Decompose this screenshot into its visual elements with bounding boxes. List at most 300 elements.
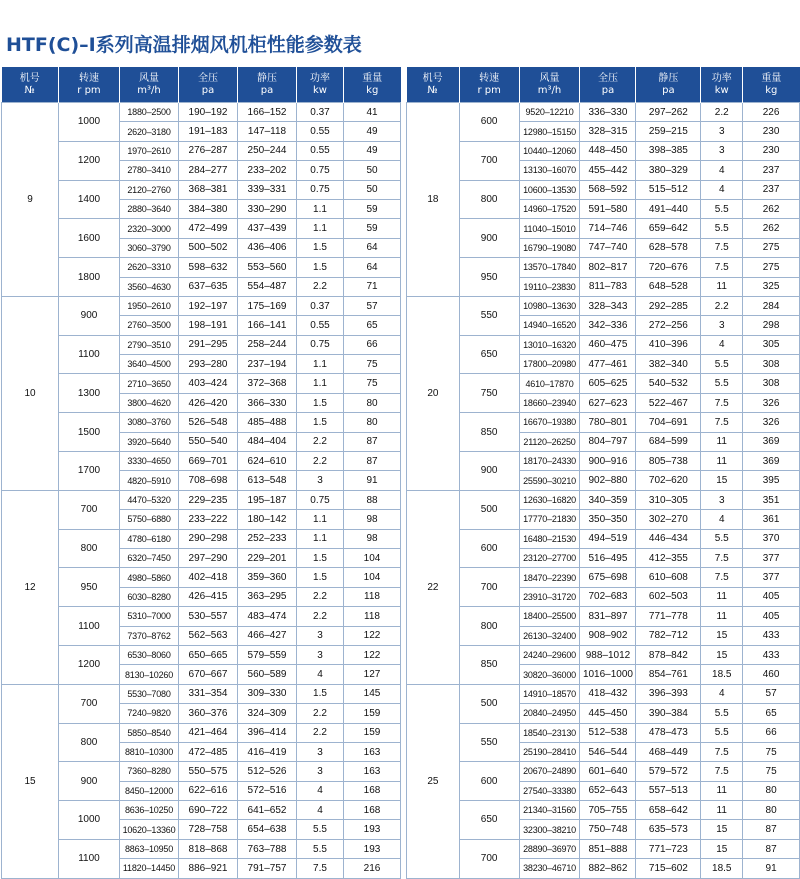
speed-cell: 850 (459, 413, 519, 452)
total-pressure-cell: 328–343 (580, 296, 636, 315)
table-row (2, 529, 401, 548)
speed-cell: 650 (459, 335, 519, 374)
weight-cell: 118 (344, 607, 401, 626)
airflow-cell: 8450–12000 (120, 781, 179, 800)
speed-cell: 900 (59, 762, 120, 801)
power-cell: 2.2 (297, 432, 344, 451)
table-row (2, 141, 401, 160)
table-row (2, 568, 401, 587)
static-pressure-cell: 854–761 (636, 665, 701, 684)
power-cell: 1.1 (297, 355, 344, 374)
static-pressure-cell: 366–330 (238, 393, 297, 412)
power-cell: 4 (701, 684, 743, 703)
airflow-cell: 20840–24950 (519, 704, 580, 723)
right-spec-table (406, 67, 800, 879)
table-row (407, 452, 800, 471)
static-pressure-cell: 372–368 (238, 374, 297, 393)
static-pressure-cell: 628–578 (636, 238, 701, 257)
table-row (407, 529, 800, 548)
weight-cell: 284 (743, 296, 800, 315)
total-pressure-cell: 598–632 (179, 258, 238, 277)
power-cell: 7.5 (701, 548, 743, 567)
power-cell: 1.5 (297, 393, 344, 412)
total-pressure-cell: 811–783 (580, 277, 636, 296)
static-pressure-cell: 166–141 (238, 316, 297, 335)
page-title: HTF(C)–I系列高温排烟风机柜性能参数表 (6, 34, 362, 56)
speed-cell: 550 (459, 296, 519, 335)
weight-cell: 405 (743, 607, 800, 626)
speed-cell: 750 (459, 374, 519, 413)
airflow-cell: 5530–7080 (120, 684, 179, 703)
power-cell: 11 (701, 607, 743, 626)
static-pressure-cell: 175–169 (238, 296, 297, 315)
power-cell: 1.1 (297, 374, 344, 393)
static-pressure-cell: 782–712 (636, 626, 701, 645)
total-pressure-cell: 284–277 (179, 161, 238, 180)
static-pressure-cell: 416–419 (238, 742, 297, 761)
power-cell: 15 (701, 471, 743, 490)
airflow-cell: 26130–32400 (519, 626, 580, 645)
static-pressure-header (238, 67, 297, 103)
table-row (407, 258, 800, 277)
header-unit: r pm (477, 84, 501, 96)
speed-cell: 1800 (59, 258, 120, 297)
airflow-cell: 2120–2760 (120, 180, 179, 199)
airflow-cell: 10620–13360 (120, 820, 179, 839)
total-pressure-cell: 233–222 (179, 510, 238, 529)
weight-cell: 159 (344, 704, 401, 723)
power-cell: 7.5 (701, 393, 743, 412)
weight-cell: 325 (743, 277, 800, 296)
speed-cell: 600 (459, 103, 519, 142)
power-cell: 11 (701, 277, 743, 296)
total-pressure-cell: 530–557 (179, 607, 238, 626)
weight-cell: 230 (743, 141, 800, 160)
static-pressure-cell: 557–513 (636, 781, 701, 800)
static-pressure-cell: 491–440 (636, 199, 701, 218)
power-cell: 11 (701, 801, 743, 820)
airflow-cell: 30820–36000 (519, 665, 580, 684)
header-label: 转速 (479, 72, 500, 84)
table-row (407, 839, 800, 858)
power-cell: 5.5 (701, 704, 743, 723)
total-pressure-cell: 360–376 (179, 704, 238, 723)
power-cell: 7.5 (701, 742, 743, 761)
table-row (407, 607, 800, 626)
header-label: 静压 (257, 72, 277, 84)
speed-cell: 800 (59, 723, 120, 762)
static-pressure-cell: 572–516 (238, 781, 297, 800)
table-row (2, 296, 401, 315)
total-pressure-cell: 418–432 (580, 684, 636, 703)
static-pressure-cell: 437–439 (238, 219, 297, 238)
power-cell: 0.75 (297, 490, 344, 509)
power-cell: 3 (297, 471, 344, 490)
static-pressure-cell: 396–393 (636, 684, 701, 703)
header-unit: pa (601, 84, 615, 96)
airflow-cell: 8636–10250 (120, 801, 179, 820)
speed-cell: 800 (459, 607, 519, 646)
total-pressure-cell: 652–643 (580, 781, 636, 800)
airflow-cell: 27540–33380 (519, 781, 580, 800)
total-pressure-cell: 750–748 (580, 820, 636, 839)
table-row (407, 723, 800, 742)
weight-cell: 64 (344, 238, 401, 257)
speed-cell: 1100 (59, 335, 120, 374)
airflow-cell: 1880–2500 (120, 103, 179, 122)
total-pressure-cell: 568–592 (580, 180, 636, 199)
static-pressure-cell: 390–384 (636, 704, 701, 723)
table-row (407, 413, 800, 432)
total-pressure-cell: 500–502 (179, 238, 238, 257)
table-row (2, 645, 401, 664)
airflow-cell: 21120–26250 (519, 432, 580, 451)
total-pressure-cell: 403–424 (179, 374, 238, 393)
power-cell: 5.5 (297, 839, 344, 858)
airflow-cell: 8130–10260 (120, 665, 179, 684)
static-pressure-cell: 180–142 (238, 510, 297, 529)
airflow-cell: 38230–46710 (519, 859, 580, 878)
power-cell: 11 (701, 452, 743, 471)
weight-cell: 361 (743, 510, 800, 529)
total-pressure-cell: 851–888 (580, 839, 636, 858)
table-header-row (2, 67, 401, 103)
speed-header (459, 67, 519, 103)
total-pressure-cell: 728–758 (179, 820, 238, 839)
airflow-cell: 4610–17870 (519, 374, 580, 393)
weight-cell: 326 (743, 413, 800, 432)
static-pressure-cell: 396–414 (238, 723, 297, 742)
weight-cell: 80 (344, 393, 401, 412)
airflow-cell: 1950–2610 (120, 296, 179, 315)
weight-cell: 57 (344, 296, 401, 315)
table-row (407, 180, 800, 199)
power-cell: 15 (701, 839, 743, 858)
static-pressure-cell: 436–406 (238, 238, 297, 257)
weight-cell: 75 (743, 762, 800, 781)
table-row (407, 141, 800, 160)
weight-cell: 369 (743, 452, 800, 471)
total-pressure-cell: 627–623 (580, 393, 636, 412)
table-row (2, 180, 401, 199)
speed-cell: 800 (59, 529, 120, 568)
static-pressure-cell: 412–355 (636, 548, 701, 567)
total-pressure-cell: 426–415 (179, 587, 238, 606)
airflow-cell: 5850–8540 (120, 723, 179, 742)
power-cell: 1.5 (297, 413, 344, 432)
speed-cell: 550 (459, 723, 519, 762)
static-pressure-cell: 237–194 (238, 355, 297, 374)
airflow-cell: 7360–8280 (120, 762, 179, 781)
total-pressure-cell: 512–538 (580, 723, 636, 742)
speed-header (59, 67, 120, 103)
weight-cell: 91 (344, 471, 401, 490)
power-cell: 7.5 (701, 238, 743, 257)
speed-cell: 1400 (59, 180, 120, 219)
static-pressure-cell: 659–642 (636, 219, 701, 238)
speed-cell: 1000 (59, 103, 120, 142)
weight-cell: 230 (743, 122, 800, 141)
airflow-cell: 16670–19380 (519, 413, 580, 432)
static-pressure-cell: 763–788 (238, 839, 297, 858)
total-pressure-cell: 191–183 (179, 122, 238, 141)
static-pressure-cell: 446–434 (636, 529, 701, 548)
static-pressure-cell: 398–385 (636, 141, 701, 160)
weight-header (743, 67, 800, 103)
airflow-cell: 18660–23940 (519, 393, 580, 412)
speed-cell: 1500 (59, 413, 120, 452)
airflow-cell: 32300–38210 (519, 820, 580, 839)
power-cell: 0.55 (297, 316, 344, 335)
power-cell: 4 (701, 335, 743, 354)
weight-cell: 326 (743, 393, 800, 412)
speed-cell: 650 (459, 801, 519, 840)
weight-cell: 65 (344, 316, 401, 335)
static-pressure-cell: 297–262 (636, 103, 701, 122)
header-label: 风量 (139, 72, 159, 84)
model-number-cell: 9 (2, 103, 59, 297)
total-pressure-cell: 622–616 (179, 781, 238, 800)
table-row (407, 335, 800, 354)
power-cell: 1.5 (297, 238, 344, 257)
airflow-cell: 6530–8060 (120, 645, 179, 664)
table-row (2, 723, 401, 742)
weight-cell: 50 (344, 161, 401, 180)
static-pressure-cell: 359–360 (238, 568, 297, 587)
airflow-cell: 13570–17840 (519, 258, 580, 277)
table-row (407, 103, 800, 122)
weight-cell: 377 (743, 548, 800, 567)
static-pressure-cell: 635–573 (636, 820, 701, 839)
total-pressure-cell: 562–563 (179, 626, 238, 645)
power-cell: 0.75 (297, 161, 344, 180)
static-pressure-cell: 648–528 (636, 277, 701, 296)
weight-cell: 216 (344, 859, 401, 878)
table-row (2, 490, 401, 509)
power-header (701, 67, 743, 103)
speed-cell: 850 (459, 645, 519, 684)
weight-cell: 145 (344, 684, 401, 703)
power-cell: 5.5 (701, 723, 743, 742)
left-spec-table (1, 67, 401, 879)
static-pressure-cell: 641–652 (238, 801, 297, 820)
weight-cell: 237 (743, 161, 800, 180)
power-cell: 4 (297, 665, 344, 684)
total-pressure-header (179, 67, 238, 103)
weight-cell: 298 (743, 316, 800, 335)
total-pressure-cell: 550–575 (179, 762, 238, 781)
total-pressure-cell: 690–722 (179, 801, 238, 820)
static-pressure-cell: 613–548 (238, 471, 297, 490)
table-row (2, 452, 401, 471)
weight-cell: 433 (743, 645, 800, 664)
total-pressure-cell: 368–381 (179, 180, 238, 199)
total-pressure-cell: 705–755 (580, 801, 636, 820)
weight-cell: 80 (743, 781, 800, 800)
total-pressure-cell: 198–191 (179, 316, 238, 335)
header-unit: kg (765, 84, 778, 96)
airflow-cell: 25190–28410 (519, 742, 580, 761)
header-label: 风量 (539, 72, 560, 84)
airflow-header (120, 67, 179, 103)
weight-cell: 159 (344, 723, 401, 742)
table-row (407, 490, 800, 509)
weight-cell: 193 (344, 820, 401, 839)
weight-cell: 66 (344, 335, 401, 354)
static-pressure-cell: 229–201 (238, 548, 297, 567)
power-cell: 0.55 (297, 122, 344, 141)
airflow-cell: 24240–29600 (519, 645, 580, 664)
total-pressure-cell: 384–380 (179, 199, 238, 218)
model-number-cell: 20 (407, 296, 460, 490)
header-label: 重量 (362, 72, 383, 84)
model-header (407, 67, 460, 103)
airflow-cell: 2880–3640 (120, 199, 179, 218)
power-cell: 2.2 (297, 277, 344, 296)
weight-cell: 308 (743, 355, 800, 374)
speed-cell: 900 (59, 296, 120, 335)
table-row (2, 103, 401, 122)
speed-cell: 900 (459, 452, 519, 491)
weight-cell: 66 (743, 723, 800, 742)
total-pressure-cell: 804–797 (580, 432, 636, 451)
weight-cell: 370 (743, 529, 800, 548)
weight-cell: 41 (344, 103, 401, 122)
table-row (407, 568, 800, 587)
static-pressure-cell: 654–638 (238, 820, 297, 839)
airflow-cell: 3800–4620 (120, 393, 179, 412)
total-pressure-cell: 902–880 (580, 471, 636, 490)
weight-cell: 405 (743, 587, 800, 606)
static-pressure-cell: 309–330 (238, 684, 297, 703)
speed-cell: 600 (459, 529, 519, 568)
total-pressure-cell: 297–290 (179, 548, 238, 567)
weight-cell: 64 (344, 258, 401, 277)
weight-cell: 122 (344, 645, 401, 664)
table-row (2, 762, 401, 781)
power-cell: 5.5 (701, 219, 743, 238)
weight-cell: 87 (344, 432, 401, 451)
static-pressure-cell: 553–560 (238, 258, 297, 277)
static-pressure-cell: 771–778 (636, 607, 701, 626)
static-pressure-cell: 715–602 (636, 859, 701, 878)
power-cell: 4 (297, 781, 344, 800)
power-cell: 0.37 (297, 296, 344, 315)
static-pressure-cell: 259–215 (636, 122, 701, 141)
speed-cell: 1600 (59, 219, 120, 258)
weight-cell: 226 (743, 103, 800, 122)
airflow-cell: 3920–5640 (120, 432, 179, 451)
weight-cell: 275 (743, 238, 800, 257)
total-pressure-cell: 669–701 (179, 452, 238, 471)
total-pressure-cell: 421–464 (179, 723, 238, 742)
static-pressure-cell: 302–270 (636, 510, 701, 529)
weight-cell: 395 (743, 471, 800, 490)
speed-cell: 500 (459, 684, 519, 723)
table-row (407, 219, 800, 238)
weight-cell: 433 (743, 626, 800, 645)
weight-cell: 50 (344, 180, 401, 199)
speed-cell: 800 (459, 180, 519, 219)
airflow-cell: 11040–15010 (519, 219, 580, 238)
total-pressure-cell: 426–420 (179, 393, 238, 412)
airflow-cell: 13010–16320 (519, 335, 580, 354)
weight-cell: 49 (344, 141, 401, 160)
airflow-cell: 14910–18570 (519, 684, 580, 703)
airflow-cell: 3560–4630 (120, 277, 179, 296)
static-pressure-cell: 560–589 (238, 665, 297, 684)
power-cell: 1.5 (297, 548, 344, 567)
airflow-cell: 7370–8762 (120, 626, 179, 645)
weight-cell: 75 (743, 742, 800, 761)
total-pressure-cell: 882–862 (580, 859, 636, 878)
total-pressure-cell: 601–640 (580, 762, 636, 781)
static-pressure-cell: 233–202 (238, 161, 297, 180)
header-unit: pa (201, 84, 215, 96)
header-label: 全压 (198, 72, 218, 84)
total-pressure-cell: 780–801 (580, 413, 636, 432)
airflow-cell: 12630–16820 (519, 490, 580, 509)
power-cell: 7.5 (701, 568, 743, 587)
total-pressure-header (580, 67, 636, 103)
weight-cell: 57 (743, 684, 800, 703)
total-pressure-cell: 908–902 (580, 626, 636, 645)
static-pressure-cell: 554–487 (238, 277, 297, 296)
weight-cell: 98 (344, 529, 401, 548)
total-pressure-cell: 900–916 (580, 452, 636, 471)
total-pressure-cell: 516–495 (580, 548, 636, 567)
speed-cell: 700 (459, 141, 519, 180)
static-pressure-cell: 195–187 (238, 490, 297, 509)
table-row (407, 762, 800, 781)
weight-cell: 351 (743, 490, 800, 509)
static-pressure-cell: 382–340 (636, 355, 701, 374)
airflow-cell: 23910–31720 (519, 587, 580, 606)
header-label: 功率 (711, 72, 732, 84)
static-pressure-cell: 166–152 (238, 103, 297, 122)
airflow-cell: 3330–4650 (120, 452, 179, 471)
airflow-cell: 11820–14450 (120, 859, 179, 878)
weight-cell: 193 (344, 839, 401, 858)
weight-cell: 88 (344, 490, 401, 509)
total-pressure-cell: 702–683 (580, 587, 636, 606)
weight-cell: 237 (743, 180, 800, 199)
header-label: 机号 (422, 72, 443, 84)
airflow-cell: 2790–3510 (120, 335, 179, 354)
weight-cell: 49 (344, 122, 401, 141)
table-row (2, 839, 401, 858)
total-pressure-cell: 591–580 (580, 199, 636, 218)
total-pressure-cell: 472–499 (179, 219, 238, 238)
power-cell: 1.1 (297, 199, 344, 218)
weight-cell: 163 (344, 762, 401, 781)
total-pressure-cell: 802–817 (580, 258, 636, 277)
airflow-cell: 1970–2610 (120, 141, 179, 160)
total-pressure-cell: 818–868 (179, 839, 238, 858)
power-cell: 15 (701, 820, 743, 839)
total-pressure-cell: 455–442 (580, 161, 636, 180)
static-pressure-cell: 292–285 (636, 296, 701, 315)
total-pressure-cell: 192–197 (179, 296, 238, 315)
header-label: 全压 (597, 72, 618, 84)
airflow-cell: 2320–3000 (120, 219, 179, 238)
airflow-cell: 4470–5320 (120, 490, 179, 509)
weight-cell: 75 (344, 374, 401, 393)
total-pressure-cell: 331–354 (179, 684, 238, 703)
weight-cell: 87 (743, 820, 800, 839)
total-pressure-cell: 637–635 (179, 277, 238, 296)
weight-cell: 80 (344, 413, 401, 432)
